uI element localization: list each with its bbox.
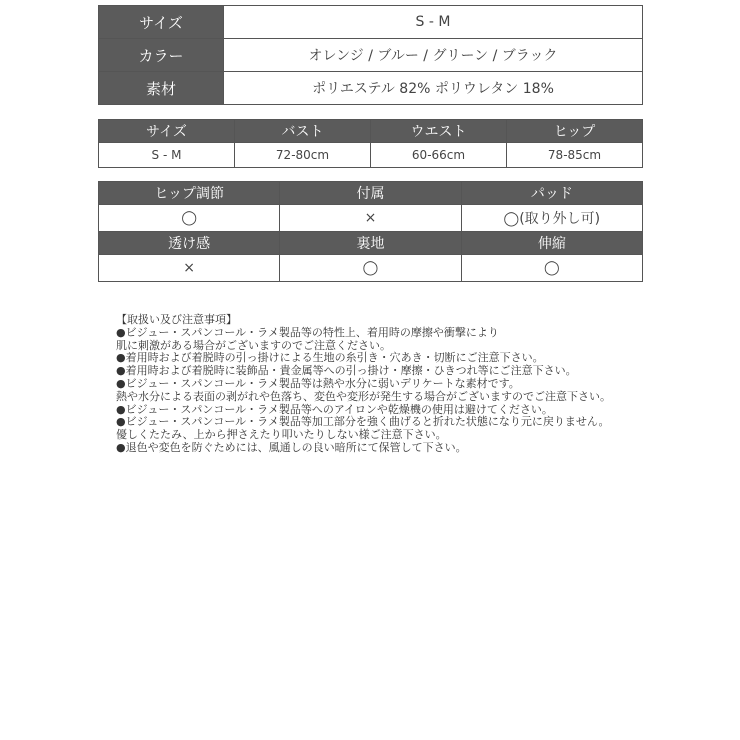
spec-label-color: カラー [99,39,224,72]
size-header-bust: バスト [235,120,371,143]
size-header-hip: ヒップ [507,120,643,143]
feature-value-accessory: × [280,205,461,232]
care-note-line: ●着用時および着脱時に装飾品・貴金属等への引っ掛け・摩擦・ひきつれ等にご注意下さい。 [116,364,577,378]
spec-row-size [99,6,643,39]
care-note-line: 優しくたたみ、上から押さえたり叩いたりしない様ご注意下さい。 [116,428,447,442]
care-notes [116,314,716,455]
size-table [98,119,643,168]
size-cell-bust: 72-80cm [235,143,371,168]
care-note-line: ●着用時および着脱時の引っ掛けによる生地の糸引き・穴あき・切断にご注意下さい。 [116,351,544,365]
care-note-line: ●ビジュー・スパンコール・ラメ製品等加工部分を強く曲げると折れた状態になり元に戻りません。 [116,415,610,429]
spec-value-material: ポリエステル 82% ポリウレタン 18% [224,72,643,105]
size-cell-size: S - M [99,143,235,168]
feature-value-stretch: ◯ [461,255,642,282]
size-header-waist: ウエスト [371,120,507,143]
size-cell-hip: 78-85cm [507,143,643,168]
feature-header-sheer: 透け感 [99,232,280,255]
spec-value-color: オレンジ / ブルー / グリーン / ブラック [224,39,643,72]
care-note-line: 熱や水分による表面の剥がれや色落ち、変色や変形が発生する場合がございますのでご注意下さい。 [116,389,611,403]
feature-value-lining: ◯ [280,255,461,282]
size-table-row [99,143,643,168]
feature-header-accessory: 付属 [280,182,461,205]
feature-header-lining: 裏地 [280,232,461,255]
spec-row-color [99,39,643,72]
feature-header-hip-adjust: ヒップ調節 [99,182,280,205]
feature-value-pad: ◯(取り外し可) [461,205,642,232]
size-cell-waist: 60-66cm [371,143,507,168]
feature-value-sheer: × [99,255,280,282]
spec-label-material: 素材 [99,72,224,105]
feature-value-row-1 [99,205,643,232]
care-note-line: ●ビジュー・スパンコール・ラメ製品等は熱や水分に弱いデリケートな素材です。 [116,376,520,390]
spec-row-material [99,72,643,105]
feature-header-row-2 [99,232,643,255]
size-table-header-row [99,120,643,143]
feature-table [98,181,643,282]
feature-header-row-1 [99,182,643,205]
feature-header-stretch: 伸縮 [461,232,642,255]
care-note-line: 肌に刺激がある場合がございますのでご注意ください。 [116,338,391,352]
spec-label-size: サイズ [99,6,224,39]
care-notes-heading: 【取扱い及び注意事項】 [116,313,237,326]
care-note-line: ●ビジュー・スパンコール・ラメ製品等へのアイロンや乾燥機の使用は避けてください。 [116,402,553,416]
feature-header-pad: パッド [461,182,642,205]
feature-value-row-2 [99,255,643,282]
spec-table [98,5,643,105]
size-header-size: サイズ [99,120,235,143]
feature-value-hip-adjust: ◯ [99,205,280,232]
care-note-line: ●退色や変色を防ぐためには、風通しの良い暗所にて保管して下さい。 [116,440,467,454]
care-note-line: ●ビジュー・スパンコール・ラメ製品等の特性上、着用時の摩擦や衝撃により [116,325,499,339]
spec-value-size: S - M [224,6,643,39]
